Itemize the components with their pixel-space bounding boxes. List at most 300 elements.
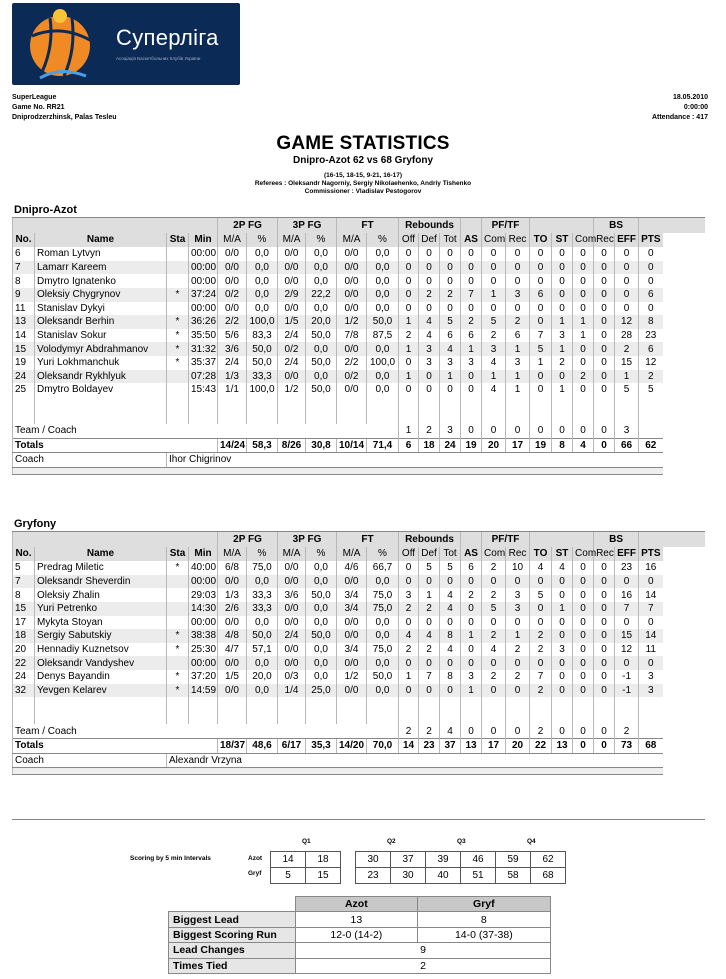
stat-cell: 0 xyxy=(530,274,552,288)
stat-cell: 11 xyxy=(13,302,35,316)
interval-score: 51 xyxy=(460,868,495,883)
game-summary-table xyxy=(168,896,551,974)
quarter-label: Q2 xyxy=(387,838,396,845)
stat-cell: 0/0 xyxy=(278,602,306,616)
stat-cell: 8 xyxy=(440,670,461,684)
blank-cell xyxy=(639,697,663,711)
stat-cell: 14 xyxy=(13,329,35,343)
header-group-3pfg: 3P FG xyxy=(278,218,337,233)
header-col: Def xyxy=(419,233,440,248)
header-col: Tot xyxy=(440,547,461,562)
stat-cell: * xyxy=(167,342,189,356)
stat-cell: 2/4 xyxy=(278,629,306,643)
blank-cell xyxy=(337,711,367,725)
blank-cell xyxy=(337,397,367,411)
stat-cell: 0/2 xyxy=(337,370,367,384)
footer-bar xyxy=(13,768,663,775)
stat-cell: 0/0 xyxy=(337,383,367,397)
stat-cell: 12 xyxy=(615,315,639,329)
footer-bar xyxy=(13,467,663,474)
header-blank xyxy=(461,532,482,547)
stat-cell: 15 xyxy=(615,356,639,370)
stat-cell: 100,0 xyxy=(247,315,278,329)
stat-cell: 6 xyxy=(506,329,530,343)
stat-cell: 23 xyxy=(615,561,639,575)
header-col: EFF xyxy=(615,547,639,562)
stat-cell: 0 xyxy=(552,588,573,602)
stat-cell: 2 xyxy=(506,315,530,329)
blank-cell xyxy=(13,397,35,411)
blank-cell xyxy=(615,397,639,411)
stat-cell: 0 xyxy=(419,575,440,589)
stat-cell: 0 xyxy=(440,383,461,397)
stat-cell: 0,0 xyxy=(247,288,278,302)
stat-cell: 0 xyxy=(573,724,594,738)
stat-cell: 36:26 xyxy=(189,315,218,329)
stat-cell: 2 xyxy=(399,643,419,657)
stat-cell: 0 xyxy=(461,602,482,616)
blank-cell xyxy=(399,397,419,411)
stat-cell: 31:32 xyxy=(189,342,218,356)
blank-cell xyxy=(419,397,440,411)
stat-cell: 0 xyxy=(482,274,506,288)
stat-cell: 0,0 xyxy=(367,247,399,261)
blank-cell xyxy=(461,697,482,711)
table-row xyxy=(13,356,706,370)
stat-cell: 2 xyxy=(399,724,419,738)
interval-score: 59 xyxy=(507,854,519,865)
stat-cell: 14 xyxy=(639,629,663,643)
biggest-lead-label: Biggest Lead xyxy=(169,912,296,927)
stat-cell: 0,0 xyxy=(367,629,399,643)
stat-cell: 4 xyxy=(440,588,461,602)
header-col: Rec xyxy=(594,233,615,248)
stat-cell: 14 xyxy=(639,588,663,602)
stat-cell: 17 xyxy=(13,616,35,630)
stat-cell: 75,0 xyxy=(367,588,399,602)
stat-cell: 0 xyxy=(552,424,573,438)
header-group-row xyxy=(13,218,706,233)
blank-cell xyxy=(278,397,306,411)
stat-cell: 0 xyxy=(573,656,594,670)
stat-cell: 40:00 xyxy=(189,561,218,575)
stat-cell: 0/2 xyxy=(218,288,247,302)
blank-cell xyxy=(218,410,247,424)
stat-cell: 4 xyxy=(530,561,552,575)
stat-cell: 0 xyxy=(594,247,615,261)
logo-tagline: Асоціація Баскетбольних Клубів України xyxy=(116,56,201,61)
stat-cell: 0 xyxy=(419,247,440,261)
stat-cell: 0 xyxy=(482,261,506,275)
header-col: % xyxy=(306,547,337,562)
blank-cell xyxy=(167,410,189,424)
stat-cell: 0 xyxy=(639,616,663,630)
blank-cell xyxy=(189,410,218,424)
total-cell: 13 xyxy=(552,738,573,753)
total-cell: 73 xyxy=(615,738,639,753)
stat-cell: 1 xyxy=(552,383,573,397)
stat-cell: 2 xyxy=(419,643,440,657)
blank-row xyxy=(13,697,706,711)
stat-cell: 75,0 xyxy=(367,643,399,657)
stat-cell: 07:28 xyxy=(189,370,218,384)
stat-cell: 1 xyxy=(506,629,530,643)
stat-cell: 2 xyxy=(399,329,419,343)
stat-cell: 1 xyxy=(419,588,440,602)
player-name: Oleksandr Vandyshev xyxy=(35,656,167,670)
total-cell: 62 xyxy=(639,438,663,453)
stat-cell: 0 xyxy=(461,302,482,316)
stat-cell: 1/2 xyxy=(278,383,306,397)
blank-cell xyxy=(367,410,399,424)
team-coach-row xyxy=(13,424,706,438)
stat-cell: 0 xyxy=(506,684,530,698)
blank-cell xyxy=(167,697,189,711)
stat-cell: 0,0 xyxy=(306,370,337,384)
stat-cell: 75,0 xyxy=(367,602,399,616)
game-number: Game No. RR21 xyxy=(12,104,65,111)
blank-cell xyxy=(278,697,306,711)
player-name: Oleksandr Rykhlyuk xyxy=(35,370,167,384)
stat-cell: 7 xyxy=(530,329,552,343)
header-col: PTS xyxy=(639,233,663,248)
stat-cell: 1 xyxy=(573,315,594,329)
table-row xyxy=(13,302,706,316)
header-col: EFF xyxy=(615,233,639,248)
stat-cell: 0 xyxy=(399,575,419,589)
header-group-ft: FT xyxy=(337,532,399,547)
stat-cell: 0 xyxy=(482,616,506,630)
biggest-run-gryf: 14-0 (37-38) xyxy=(417,927,550,942)
blank-cell xyxy=(594,711,615,725)
stat-cell: 0 xyxy=(552,684,573,698)
stat-cell: 0 xyxy=(594,370,615,384)
stat-cell: 0,0 xyxy=(247,247,278,261)
blank-cell xyxy=(506,397,530,411)
stat-cell: 35:37 xyxy=(189,356,218,370)
stat-cell: 2/6 xyxy=(218,602,247,616)
blank-cell xyxy=(506,697,530,711)
totals-label: Totals xyxy=(13,738,218,753)
header-col: M/A xyxy=(278,547,306,562)
blank-cell xyxy=(337,410,367,424)
blank-cell xyxy=(482,697,506,711)
header-col: Com xyxy=(482,547,506,562)
header-col: Off xyxy=(399,233,419,248)
stat-cell: 5/6 xyxy=(218,329,247,343)
stat-cell: 2/4 xyxy=(278,356,306,370)
stat-cell: 0 xyxy=(594,356,615,370)
blank-cell xyxy=(552,711,573,725)
stat-cell: 0 xyxy=(573,643,594,657)
stat-cell: 1/2 xyxy=(337,670,367,684)
stat-cell: 4 xyxy=(440,342,461,356)
stat-cell: 4 xyxy=(419,629,440,643)
blank-cell xyxy=(552,410,573,424)
stat-cell: 5 xyxy=(419,561,440,575)
stat-cell: 10 xyxy=(506,561,530,575)
blank-cell xyxy=(594,410,615,424)
stat-cell: 0 xyxy=(573,629,594,643)
summary-col-azot: Azot xyxy=(296,897,418,912)
stat-cell: 0 xyxy=(440,575,461,589)
stat-cell: 0 xyxy=(594,288,615,302)
stat-cell: 24 xyxy=(13,370,35,384)
header-group-rebounds: Rebounds xyxy=(399,218,461,233)
team-coach-label: Team / Coach xyxy=(13,424,399,438)
interval-score: 15 xyxy=(305,868,340,883)
stat-cell: 2 xyxy=(419,288,440,302)
stat-cell: 2 xyxy=(461,588,482,602)
header-blank xyxy=(530,218,594,233)
attendance: Attendance : 417 xyxy=(651,114,708,121)
stat-cell: 0/0 xyxy=(218,575,247,589)
stat-cell: 0 xyxy=(594,342,615,356)
stat-cell: 1/2 xyxy=(337,315,367,329)
stat-cell: 66,7 xyxy=(367,561,399,575)
stat-cell: 0,0 xyxy=(247,616,278,630)
totals-row xyxy=(13,738,706,753)
stat-cell: 1 xyxy=(615,370,639,384)
stat-cell: 00:00 xyxy=(189,616,218,630)
stat-cell: * xyxy=(167,329,189,343)
stat-cell: 0 xyxy=(552,274,573,288)
stat-cell: 3 xyxy=(615,424,639,438)
stat-cell: 00:00 xyxy=(189,274,218,288)
blank-cell xyxy=(639,410,663,424)
player-name: Oleksiy Zhalin xyxy=(35,588,167,602)
blank-cell xyxy=(639,711,663,725)
blank-cell xyxy=(35,697,167,711)
quarter-row-gryf xyxy=(356,867,425,883)
stat-cell: 50,0 xyxy=(306,383,337,397)
stat-cell: 0/0 xyxy=(337,342,367,356)
summary-col-gryf: Gryf xyxy=(417,897,550,912)
interval-score: 18 xyxy=(305,852,340,867)
header-col: ST xyxy=(552,233,573,248)
stat-cell: 1 xyxy=(530,356,552,370)
stat-cell: 28 xyxy=(615,329,639,343)
stat-cell: 1 xyxy=(461,342,482,356)
total-cell: 23 xyxy=(419,738,440,753)
referees: Referees : Oleksandr Nagorniy, Sergiy Nikolaehenko, Andriy Tishenko xyxy=(254,180,472,187)
stat-cell: 0 xyxy=(461,370,482,384)
stat-cell: 0 xyxy=(482,575,506,589)
stat-cell: 0/2 xyxy=(278,342,306,356)
header-group-2pfg: 2P FG xyxy=(218,532,278,547)
stat-cell: 3/6 xyxy=(278,588,306,602)
stat-cell: 0 xyxy=(594,670,615,684)
total-cell: 8/26 xyxy=(278,438,306,453)
stat-cell: 0 xyxy=(573,288,594,302)
stat-cell: 0 xyxy=(482,302,506,316)
stat-cell: 87,5 xyxy=(367,329,399,343)
blank-cell xyxy=(440,711,461,725)
stat-cell: 0,0 xyxy=(306,561,337,575)
stat-cell: 0 xyxy=(573,588,594,602)
stat-cell: 12 xyxy=(639,356,663,370)
stat-cell: 37:24 xyxy=(189,288,218,302)
stat-cell: 0 xyxy=(594,724,615,738)
stat-cell: 0,0 xyxy=(247,684,278,698)
header-col: No. xyxy=(13,547,35,562)
header-col: M/A xyxy=(278,233,306,248)
stat-cell: 0,0 xyxy=(306,247,337,261)
header-blank xyxy=(461,218,482,233)
stat-cell xyxy=(167,656,189,670)
stat-cell: 0 xyxy=(399,356,419,370)
stat-cell: 3 xyxy=(461,356,482,370)
logo-brand-text: Суперліга xyxy=(116,25,219,50)
totals-row xyxy=(13,438,706,453)
header-group-bs: BS xyxy=(594,218,639,233)
stat-cell: 1 xyxy=(506,370,530,384)
stat-cell: 0 xyxy=(399,383,419,397)
total-cell: 14/24 xyxy=(218,438,247,453)
stat-cell: 3/4 xyxy=(337,643,367,657)
header-col: Com xyxy=(573,547,594,562)
stat-cell: 0 xyxy=(552,370,573,384)
blank-cell xyxy=(367,397,399,411)
stat-cell: 0,0 xyxy=(247,302,278,316)
total-cell: 17 xyxy=(506,438,530,453)
stat-cell: 50,0 xyxy=(247,356,278,370)
stat-cell: 100,0 xyxy=(367,356,399,370)
header-group-2pfg: 2P FG xyxy=(218,218,278,233)
stat-cell: 2 xyxy=(530,643,552,657)
stat-cell: 0,0 xyxy=(306,602,337,616)
stat-cell: 33,3 xyxy=(247,602,278,616)
stat-cell: 1/1 xyxy=(218,383,247,397)
stat-cell: 57,1 xyxy=(247,643,278,657)
interval-score: 14 xyxy=(282,854,294,865)
blank-cell xyxy=(594,397,615,411)
stat-cell: 2/9 xyxy=(278,288,306,302)
quarter-box xyxy=(495,851,566,884)
total-cell: 0 xyxy=(594,438,615,453)
stat-cell: 0 xyxy=(482,684,506,698)
stat-cell: 0 xyxy=(639,656,663,670)
stat-cell: 0/0 xyxy=(218,616,247,630)
stat-cell: 0 xyxy=(399,261,419,275)
stat-cell: 8 xyxy=(13,274,35,288)
stat-cell: 5 xyxy=(482,315,506,329)
stat-cell: 0 xyxy=(419,261,440,275)
coach-label: Coach xyxy=(13,753,167,768)
stat-cell: 19 xyxy=(13,356,35,370)
stat-cell: 13 xyxy=(13,315,35,329)
stat-cell: 0 xyxy=(594,383,615,397)
stat-cell: 3 xyxy=(440,424,461,438)
stat-cell: 00:00 xyxy=(189,656,218,670)
stat-cell: 0/0 xyxy=(337,629,367,643)
blank-cell xyxy=(35,410,167,424)
blank-cell xyxy=(530,711,552,725)
stat-cell: 2 xyxy=(482,588,506,602)
header-col: M/A xyxy=(337,233,367,248)
stat-cell: 18 xyxy=(13,629,35,643)
blank-cell xyxy=(306,697,337,711)
blank-cell xyxy=(399,697,419,711)
stat-cell: 0 xyxy=(440,616,461,630)
stat-cell: 0 xyxy=(552,670,573,684)
header-col: Tot xyxy=(440,233,461,248)
header-col-row xyxy=(13,233,706,248)
header-col: Name xyxy=(35,547,167,562)
blank-cell xyxy=(306,397,337,411)
stat-cell: 0 xyxy=(552,616,573,630)
stat-cell: 0 xyxy=(440,302,461,316)
total-cell: 19 xyxy=(530,438,552,453)
table-row xyxy=(13,261,706,275)
blank-cell xyxy=(218,697,247,711)
stat-cell: 0/0 xyxy=(218,261,247,275)
table-row xyxy=(13,342,706,356)
stat-cell: 0 xyxy=(461,643,482,657)
header-col: Rec xyxy=(506,547,530,562)
table-footer-bar xyxy=(13,467,706,474)
header-col: % xyxy=(247,233,278,248)
stat-cell: 7/8 xyxy=(337,329,367,343)
coach-label: Coach xyxy=(13,453,167,468)
stat-cell: 0 xyxy=(594,588,615,602)
blank-cell xyxy=(247,711,278,725)
total-cell: 20 xyxy=(482,438,506,453)
table-row xyxy=(13,588,706,602)
stat-cell: 22,2 xyxy=(306,288,337,302)
stat-cell: 0 xyxy=(552,724,573,738)
stat-cell: 0 xyxy=(573,274,594,288)
biggest-run-azot: 12-0 (14-2) xyxy=(296,927,418,942)
stat-cell: 0 xyxy=(440,684,461,698)
header-col: Rec xyxy=(594,547,615,562)
stat-cell: 0 xyxy=(419,274,440,288)
page-title: GAME STATISTICS xyxy=(276,133,450,154)
stat-cell: 0/0 xyxy=(337,616,367,630)
stat-cell: 0,0 xyxy=(367,575,399,589)
stat-cell: 50,0 xyxy=(306,329,337,343)
stat-cell: 37:20 xyxy=(189,670,218,684)
stat-cell xyxy=(167,247,189,261)
stat-cell: 2 xyxy=(506,670,530,684)
interval-score: 62 xyxy=(530,852,565,867)
stat-cell: * xyxy=(167,684,189,698)
quarter-label: Q4 xyxy=(527,838,536,845)
blank-cell xyxy=(530,397,552,411)
stat-cell: 50,0 xyxy=(367,670,399,684)
stat-cell: 0 xyxy=(399,561,419,575)
stat-cell: 0,0 xyxy=(306,656,337,670)
blank-cell xyxy=(13,410,35,424)
biggest-run-label: Biggest Scoring Run xyxy=(169,927,296,942)
stat-cell: 0,0 xyxy=(247,656,278,670)
stat-cell: 0 xyxy=(461,424,482,438)
blank-cell xyxy=(440,410,461,424)
stat-cell: 1/4 xyxy=(278,684,306,698)
stat-cell: 11 xyxy=(639,643,663,657)
stat-cell: 5 xyxy=(639,383,663,397)
stat-cell: 50,0 xyxy=(367,315,399,329)
stat-cell: 1/5 xyxy=(278,315,306,329)
stat-cell: 0 xyxy=(594,315,615,329)
player-name: Volodymyr Abdrahmanov xyxy=(35,342,167,356)
stat-cell: 0 xyxy=(573,424,594,438)
stat-cell: 0,0 xyxy=(367,370,399,384)
stat-cell: 7 xyxy=(615,602,639,616)
stat-cell: 4 xyxy=(419,329,440,343)
stat-cell: 0 xyxy=(594,329,615,343)
lead-changes-value: 9 xyxy=(296,943,551,958)
